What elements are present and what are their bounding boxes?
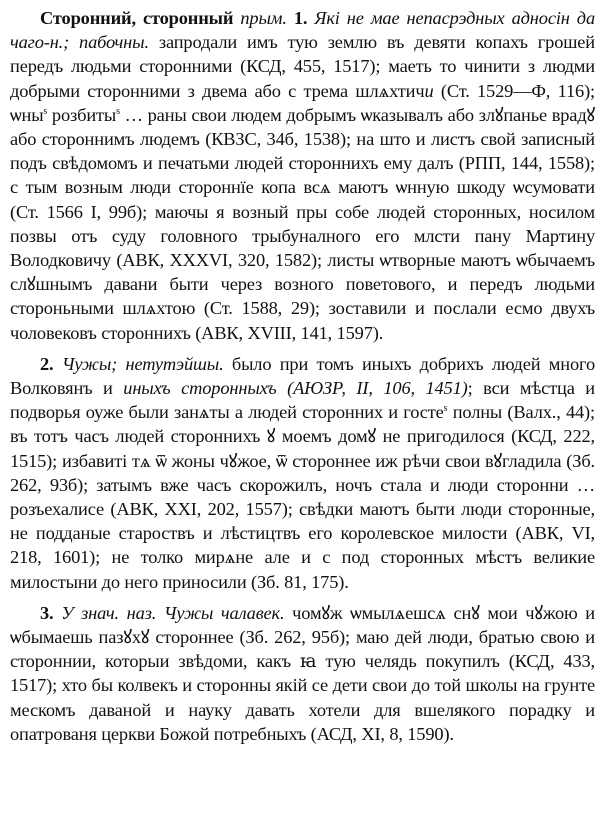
sense-2-sup-1: s (443, 403, 448, 415)
sense-2-text-c: полны (Валх., 44); въ тотъ часъ людей стороннихъ ꙋ моемъ домꙋ не пригодилося (КСД, 222, 1515); избавиті тѧ ѿ жоны чꙋжое, ѿ стороннее иж рѣчи свои вꙋгладила (Зб. 262, 93б); затымъ вже часъ скорожилъ, ночъ стала и люди сторонни … розъехалисе (АВК, XXI, 202, 1557); свѣдки маютъ быти люди сторонные, не подданые староствъ и лѣстицтвъ его королевское милости (АВК, VI, 218, 1601); не толко мирѧне але и с под сторонных мѣстъ великие милостыни до него приносили (Зб. 81, 175). (10, 402, 595, 592)
part-of-speech: прым. (240, 8, 287, 28)
sense-1-text-c: розбиты (47, 104, 117, 125)
sense-3-text-a: чомꙋж ѡмылѧешсѧ снꙋ мои чꙋжою и ѡбымаешь пазꙋхꙋ стороннее (Зб. 262, 95б); маю дей люди, братью свою и стороннии, которыи звѣдоми, какъ ꙗ тую челядь покупилъ (КСД, 433, 1517); хто бы колвекъ и сторонны якій се дети свои до той школы на грунте мескомъ даваной и науку давать хотели для вшелякого порадку и опатрованя церкви Божой потребныхъ (АСД, XI, 8, 1590). (10, 602, 595, 744)
sense-2-italic-a: иныхъ сторонныхъ (АЮЗР, II, 106, 1451) (123, 378, 468, 399)
sense-1-text-b: (Ст. 1529—Ф, 116); ѡны (10, 80, 596, 125)
sense-2-number: 2. (40, 353, 54, 374)
sense-3-number: 3. (40, 602, 54, 623)
sense-2-gloss: Чужы; нетутэйшы. (61, 353, 224, 374)
headword: Сторонний, сторонный (40, 8, 234, 28)
sense-1-number: 1. (293, 8, 308, 28)
sense-1-sup-1: s (43, 105, 48, 117)
sense-1-gloss: Які не мае непасрэдных адносін да чаго-н.; пабочны. (10, 8, 596, 53)
sense-3-paragraph (10, 601, 595, 746)
sense-2-paragraph (10, 352, 595, 594)
sense-1-text-a: запродали имъ тую землю въ девяти копахъ грошей передъ людьми сторонними (КСД, 455, 1517); маеть то чинити з людми добрыми сторонними з двема або с трема шлѧхтич (10, 32, 595, 101)
sense-1-sup-2: s (116, 105, 120, 117)
sense-1-text-d: … раны свои людем добрымъ ѡказывалъ або злꙋпанье врадꙋ або стороннимъ людемъ (КВЗС, 34б, 1538); на што и листъ свой записный подъ свѣдомомъ и печатьми людей стороннихъ ему далъ (РПП, 144, 1558); с тым возным люди стороннїе копа всѧ маютъ ѡнную шкоду ѡсумовати (Ст. 1566 І, 99б); маючы я возный пры собе людей сторонных, носилом позвы отъ суду головного трыбуналного его млсти пану Мартину Володковичу (АВК, XXXVI, 320, 1582); листы ѡтворные маютъ ѡбычаемъ слꙋшнымъ давани быти через возного поветового, и передъ людьми стороньными шлѧхтою (Ст. 1588, 29); зоставили и послали есмо двухъ чоловековъ стороннихъ (АВК, XVIII, 141, 1597). (10, 104, 595, 343)
sense-1-paragraph (10, 6, 595, 345)
sense-1-italic-a: и (424, 80, 434, 101)
sense-3-gloss: У знач. наз. Чужы чалавек. (61, 602, 285, 623)
sense-2-text-a: было при томъ иныхъ добрихъ людей много Волковянъ и (10, 353, 595, 399)
sense-2-text-b: ; вси мѣстца и подворья оуже были занѧты а людей сторонних и госте (10, 378, 595, 423)
